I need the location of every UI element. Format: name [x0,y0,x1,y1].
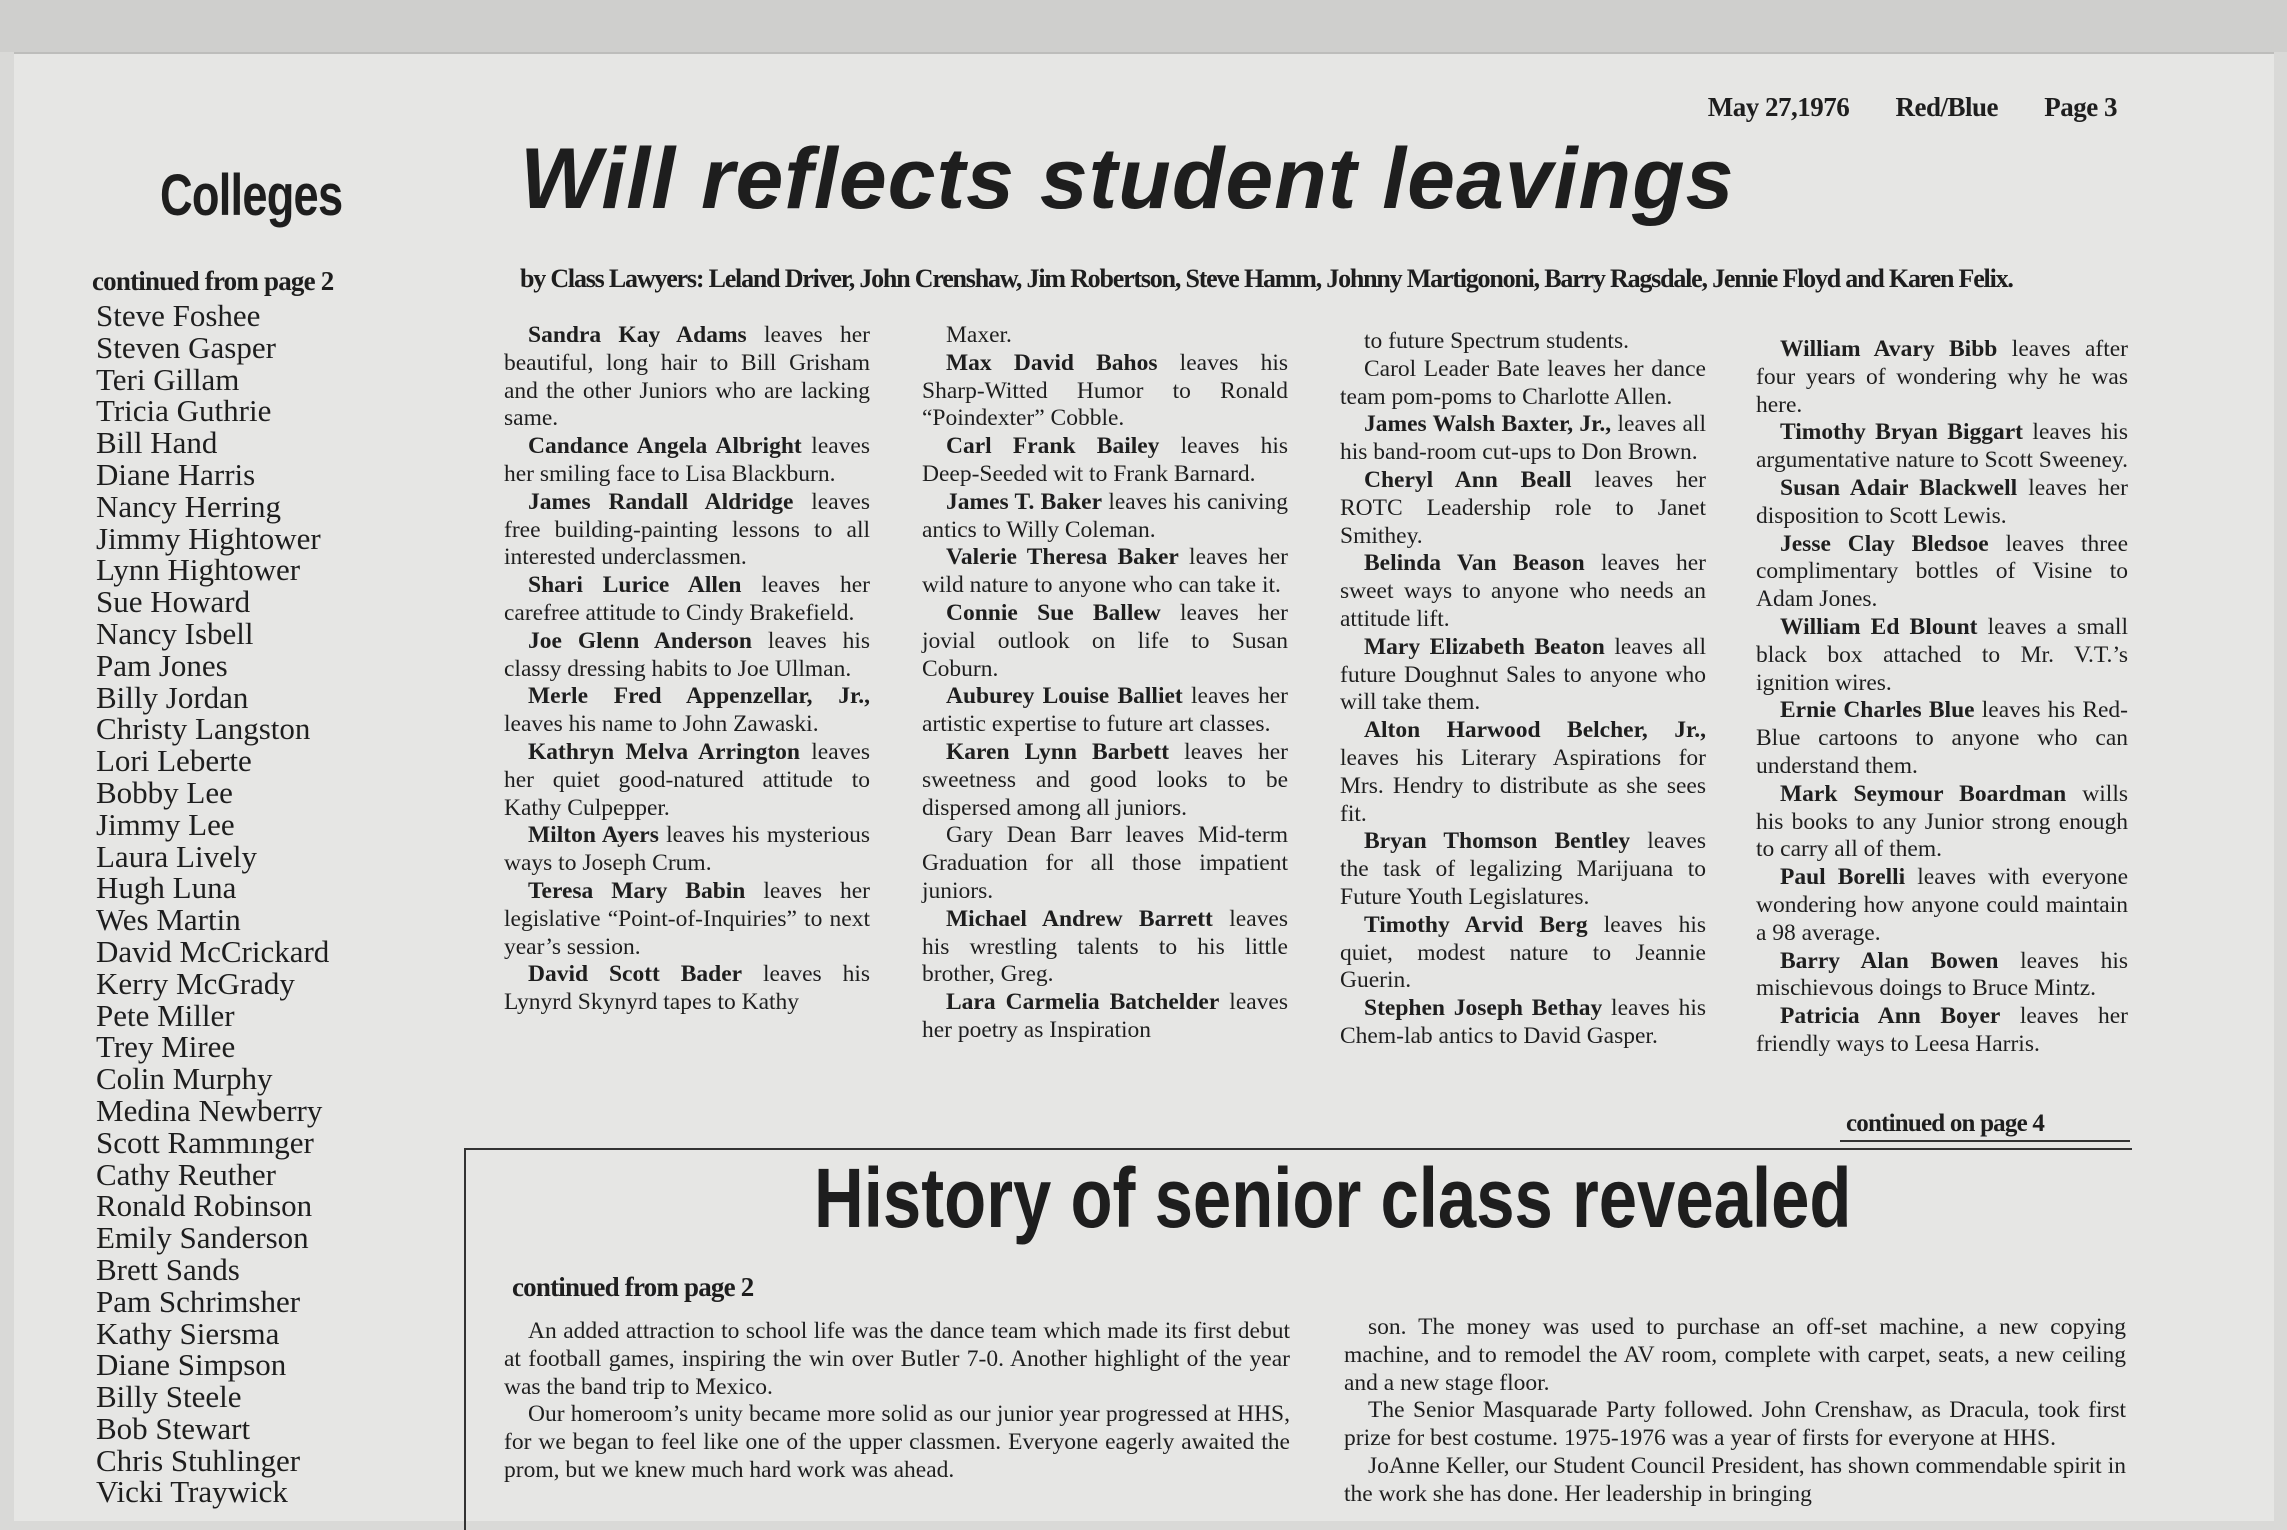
student-name: Lara Carmelia Batchelder [946,989,1220,1016]
college-name-item: Billy Jordan [96,679,249,715]
will-entry: Lara Carmelia Batchelder leaves her poetry as Inspiration [922,989,1289,1043]
student-name: James Randall Aldridge [528,488,794,515]
will-entry: Teresa Mary Babin leaves her legislative “Point-of-Inquiries” to next year’s session. [504,877,870,960]
will-entry: Kathryn Melva Arrington leaves her quiet good-natured attitude to Kathy Culpepper. [504,738,870,821]
student-name: Bryan Thomson Bentley [1364,828,1631,855]
student-name: Shari Lurice Allen [528,572,742,599]
college-name-item: Nancy Isbell [96,615,254,651]
student-name: Mark Seymour Boardman [1780,780,2067,807]
history-paragraph: Our homeroom’s unity became more solid as our junior year progressed at HHS, for we began to feel like one of the upper classmen. Everyone eagerly awaited the prom, but we knew much hard work was ahead. [504,1401,1290,1483]
will-entry: James Randall Aldridge leaves free building-painting lessons to all interested underclassmen. [504,488,870,571]
student-name: Jesse Clay Bledsoe [1780,530,1989,557]
student-name: David Scott Bader [528,961,743,988]
will-entry: Belinda Van Beason leaves her sweet ways to anyone who needs an attitude lift. [1340,550,1706,632]
student-name: Belinda Van Beason [1364,550,1585,577]
college-name-item: Trey Miree [96,1029,236,1065]
will-entry: Bryan Thomson Bentley leaves the task of legalizing Marijuana to Future Youth Legislatures. [1340,828,1706,910]
college-name-item: Vicki Traywick [96,1474,288,1510]
student-name: Barry Alan Bowen [1780,947,1999,974]
will-entry: Carl Frank Bailey leaves his Deep-Seeded wit to Frank Barnard. [922,433,1288,487]
college-name-item: Emily Sanderson [96,1220,309,1256]
college-name-item: Teri Gillam [96,361,240,397]
will-entry: Patricia Ann Boyer leaves her friendly ways to Leesa Harris. [1756,1003,2128,1057]
student-name: Alton Harwood Belcher, Jr., [1364,717,1706,744]
college-name-item: Christy Langston [96,711,311,747]
student-name: Sandra Kay Adams [528,322,747,348]
history-headline: History of senior class revealed [814,1151,1852,1245]
will-entry: Susan Adair Blackwell leaves her disposition to Scott Lewis. [1756,474,2128,529]
college-name-item: Nancy Herring [96,488,282,524]
student-name: Cheryl Ann Beall [1364,466,1572,493]
student-name: James T. Baker [946,488,1103,515]
college-name-item: Bobby Lee [96,774,233,810]
college-name-item: Kerry McGrady [96,965,295,1001]
college-name-item: Scott Rammınger [96,1124,314,1160]
paper-name: Red/Blue [1895,92,1999,122]
college-name-item: Jimmy Hightower [96,520,321,556]
will-entry: James T. Baker leaves his caniving antics to Willy Coleman. [922,488,1289,543]
will-column-3 [1340,328,1706,1051]
college-name-item: Laura Lively [96,838,257,874]
college-name-item: Pete Miller [96,997,235,1033]
issue-date: May 27,1976 [1707,92,1850,122]
will-entry: Timothy Arvid Berg leaves his quiet, modest nature to Jeannie Guerin. [1340,911,1706,994]
student-name: Merle Fred Appenzellar, Jr., [528,683,870,710]
student-name: Auburey Louise Balliet [946,683,1183,710]
history-paragraph: An added attraction to school life was the dance team which made its first debut at football games, inspiring the win over Butler 7-0. Another highlight of the year was the band trip to Mexico. [504,1318,1290,1400]
will-entry: Ernie Charles Blue leaves his Red-Blue cartoons to anyone who can understand them. [1756,697,2128,779]
student-name: Stephen Joseph Bethay [1364,995,1603,1022]
will-entry: Michael Andrew Barrett leaves his wrestling talents to his little brother, Greg. [922,905,1288,988]
will-entry: Alton Harwood Belcher, Jr., leaves his Literary Aspirations for Mrs. Hendry to distribute as she sees fit. [1340,717,1706,827]
will-entry: Mark Seymour Boardman wills his books to any Junior strong enough to carry all of them. [1756,780,2128,863]
will-column-2 [922,322,1288,1045]
student-name: Patricia Ann Boyer [1780,1003,2001,1030]
will-entry: Maxer. [946,322,1012,348]
college-name-item: Cathy Reuther [96,1156,276,1192]
history-paragraph: JoAnne Keller, our Student Council President, has shown commendable spirit in the work she has done. Her leadership in bringing [1344,1452,2126,1507]
will-entry: Shari Lurice Allen leaves her carefree attitude to Cindy Brakefield. [504,572,870,626]
will-entry: Barry Alan Bowen leaves his mischievous doings to Bruce Mintz. [1756,947,2128,1002]
history-continued-note: continued from page 2 [512,1272,754,1302]
student-name: Mary Elizabeth Beaton [1364,633,1605,660]
college-name-item: Jimmy Lee [96,806,235,842]
student-name: Karen Lynn Barbett [946,738,1170,765]
will-entry: William Avary Bibb leaves after four years of wondering why he was here. [1756,336,2128,418]
will-entry: Sandra Kay Adams leaves her beautiful, long hair to Bill Grisham and the other Juniors who are lacking same. [504,322,870,432]
college-name-item: Diane Harris [96,456,256,492]
continued-on-note: continued on page 4 [1846,1110,2045,1137]
college-name-item: Ronald Robinson [96,1188,313,1224]
student-name: James Walsh Baxter, Jr., [1364,411,1612,438]
will-entry: Mary Elizabeth Beaton leaves all future Doughnut Sales to anyone who will take them. [1340,633,1706,716]
college-name-item: Sue Howard [96,584,251,620]
student-name: Michael Andrew Barrett [946,905,1213,932]
college-name-item: Wes Martin [96,902,241,938]
college-name-item: Tricia Guthrie [96,393,272,429]
student-name: Timothy Bryan Biggart [1780,419,2023,446]
college-name-item: Pam Jones [96,647,228,683]
will-entry: Connie Sue Ballew leaves her jovial outlook on life to Susan Coburn. [922,599,1288,682]
college-name-item: Lori Leberte [96,743,252,779]
history-paragraph: The Senior Masquarade Party followed. John Crenshaw, as Dracula, took first prize for best costume. 1975-1976 was a year of firsts for everyone at HHS. [1344,1397,2126,1452]
college-name-item: Billy Steele [96,1379,242,1415]
student-name: Paul Borelli [1780,864,1906,891]
colleges-name-list [96,300,426,1508]
will-entry: to future Spectrum students. [1364,328,1629,354]
will-entry: Stephen Joseph Bethay leaves his Chem-lab antics to David Gasper. [1340,995,1706,1049]
page-top-edge [0,0,2287,52]
college-name-item: Medina Newberry [96,1092,323,1128]
will-entry: Timothy Bryan Biggart leaves his argumentative nature to Scott Sweeney. [1756,419,2128,474]
student-name: Joe Glenn Anderson [528,627,752,654]
will-entry: Auburey Louise Balliet leaves her artistic expertise to future art classes. [922,683,1288,738]
college-name-item: David McCrickard [96,933,330,969]
student-name: Valerie Theresa Baker [946,544,1179,571]
will-entry: Milton Ayers leaves his mysterious ways to Joseph Crum. [504,822,870,877]
will-entry: Gary Dean Barr leaves Mid-term Graduation for all those impatient juniors. [922,822,1288,904]
student-name: Max David Bahos [946,349,1158,376]
student-name: Connie Sue Ballew [946,599,1161,626]
student-name: William Avary Bibb [1780,336,1998,362]
colleges-heading: Colleges [160,163,343,228]
student-name: Candance Angela Albright [528,433,802,460]
student-name: Susan Adair Blackwell [1780,474,2018,501]
college-name-item: Bob Stewart [96,1410,251,1446]
will-entry: Valerie Theresa Baker leaves her wild nature to anyone who can take it. [922,544,1288,599]
history-column-left [504,1318,1290,1485]
college-name-item: Kathy Siersma [96,1315,280,1351]
student-name: Teresa Mary Babin [528,877,746,904]
will-entry: Karen Lynn Barbett leaves her sweetness and good looks to be dispersed among all juniors. [922,738,1288,821]
page-number: Page 3 [2044,92,2117,122]
college-name-item: Hugh Luna [96,870,237,906]
will-entry: Candance Angela Albright leaves her smiling face to Lisa Blackburn. [504,433,871,487]
will-entry: Paul Borelli leaves with everyone wondering how anyone could maintain a 98 average. [1756,864,2128,946]
will-entry: Merle Fred Appenzellar, Jr., leaves his name to John Zawaski. [504,683,870,738]
college-name-item: Brett Sands [96,1251,240,1287]
student-name: William Ed Blount [1780,613,1978,640]
will-entry: William Ed Blount leaves a small black box attached to Mr. V.T.’s ignition wires. [1756,613,2128,696]
student-name: Kathryn Melva Arrington [528,738,800,765]
will-entry: Cheryl Ann Beall leaves her ROTC Leadership role to Janet Smithey. [1340,466,1706,549]
colleges-continued-note: continued from page 2 [92,266,334,296]
will-entry: David Scott Bader leaves his Lynyrd Skynyrd tapes to Kathy [504,961,870,1016]
will-entry: Carol Leader Bate leaves her dance team pom-poms to Charlotte Allen. [1340,355,1706,410]
will-entry: Jesse Clay Bledsoe leaves three complimentary bottles of Visine to Adam Jones. [1756,530,2128,613]
student-name: Timothy Arvid Berg [1364,911,1588,938]
will-column-1 [504,322,870,1017]
college-name-item: Pam Schrimsher [96,1283,301,1319]
history-column-right [1344,1314,2126,1509]
college-name-item: Bill Hand [96,425,218,461]
will-headline: Will reflects student leavings [520,131,1735,227]
will-entry: Max David Bahos leaves his Sharp-Witted Humor to Ronald “Poindexter” Cobble. [922,349,1288,432]
will-entry: James Walsh Baxter, Jr., leaves all his band-room cut-ups to Don Brown. [1340,411,1706,466]
student-name: Milton Ayers [528,822,659,849]
college-name-item: Lynn Hightower [96,552,301,588]
will-byline: by Class Lawyers: Leland Driver, John Crenshaw, Jim Robertson, Steve Hamm, Johnny Martigononi, Barry Ragsdale, Jennie Floyd and Karen Felix. [520,264,2013,293]
college-name-item: Steven Gasper [96,329,276,365]
masthead [1668,92,2117,123]
history-paragraph: son. The money was used to purchase an off-set machine, a new copying machine, and to remodel the AV room, complete with carpet, seats, a new ceiling and a new stage floor. [1344,1314,2126,1396]
college-name-item: Colin Murphy [96,1061,273,1097]
student-name: Ernie Charles Blue [1780,697,1975,724]
will-column-4 [1756,336,2128,1059]
college-name-item: Diane Simpson [96,1347,287,1383]
column-rule [1840,1140,2130,1142]
college-name-item: Steve Foshee [96,298,261,333]
college-name-item: Chris Stuhlinger [96,1442,301,1478]
student-name: Carl Frank Bailey [946,433,1160,460]
will-entry: Joe Glenn Anderson leaves his classy dressing habits to Joe Ullman. [504,627,870,682]
